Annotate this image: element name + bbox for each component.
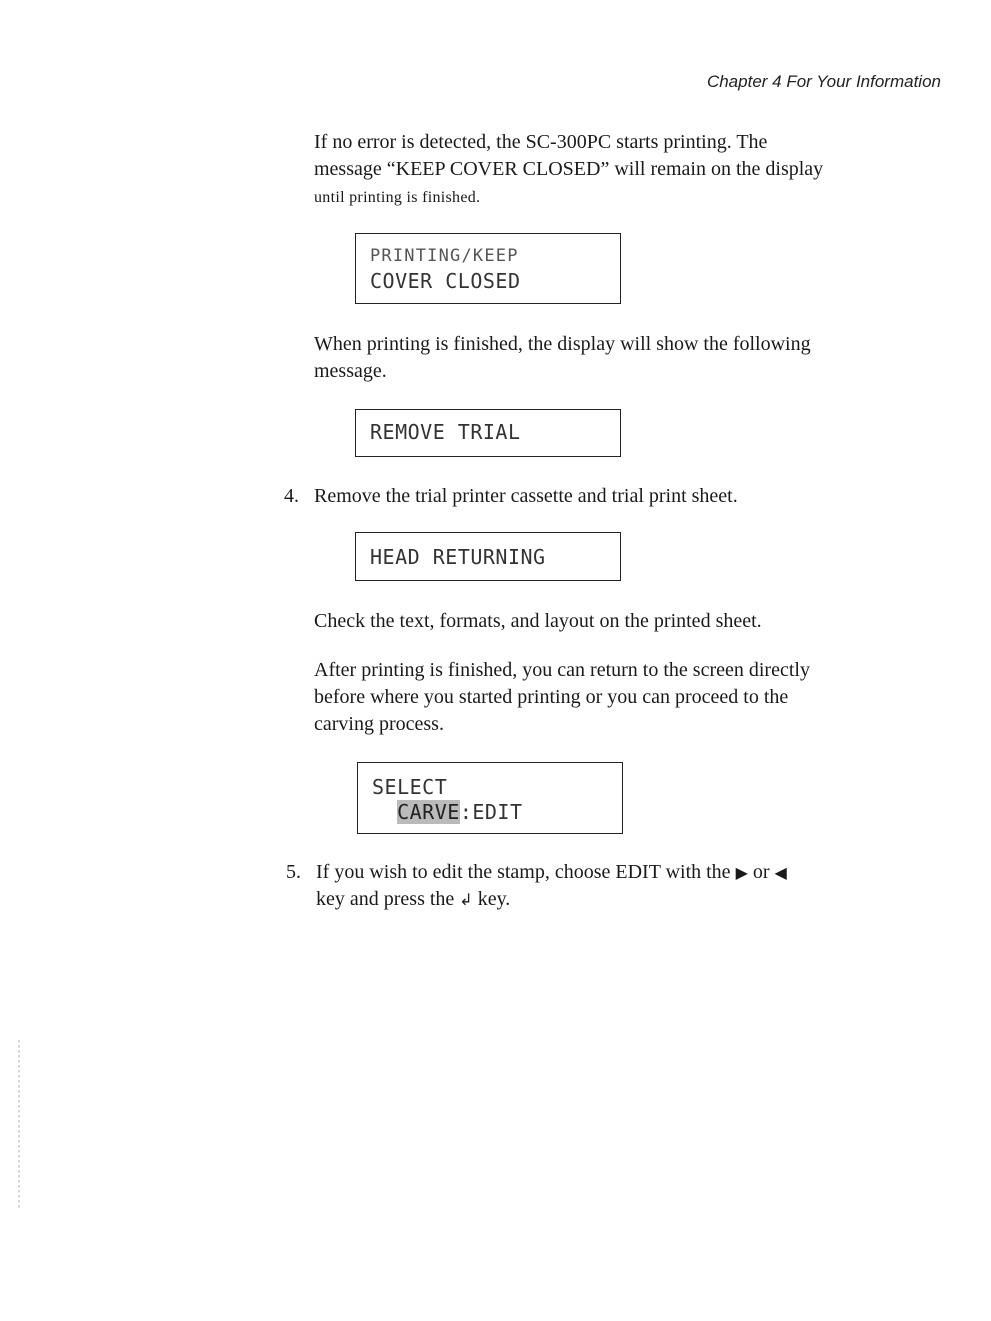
step-5: [286, 859, 906, 913]
option-rest: :EDIT: [459, 800, 523, 824]
after-printing-paragraph: [314, 657, 914, 738]
lcd-line-1: SELECT: [372, 775, 448, 799]
lcd-line-1: REMOVE TRIAL: [370, 420, 521, 444]
step-text: [316, 859, 896, 913]
lcd-display-remove-trial: [355, 409, 621, 457]
right-arrow-icon: ▶: [735, 863, 748, 882]
lcd-display-select: [357, 762, 623, 834]
step5-part-2: key and press the: [316, 888, 455, 910]
intro-paragraph: [314, 129, 914, 211]
enter-key-icon: ↲: [459, 890, 473, 909]
finished-line-2: message.: [314, 360, 387, 382]
after-line-1: After printing is finished, you can return to the screen directly: [314, 659, 810, 681]
intro-line-1: If no error is detected, the SC-300PC starts printing. The: [314, 131, 768, 153]
chapter-header: Chapter 4 For Your Information: [706, 72, 941, 91]
lcd-line-1: PRINTING/KEEP: [370, 246, 519, 266]
step-number: 4.: [284, 485, 299, 507]
step5-part-1: If you wish to edit the stamp, choose EDIT with the: [316, 861, 731, 883]
lcd-line-2: [372, 800, 608, 825]
after-line-3: carving process.: [314, 713, 444, 735]
step-4: [284, 483, 904, 510]
intro-line-3: until printing is finished.: [314, 189, 481, 206]
step-number: 5.: [286, 861, 301, 883]
intro-line-2: message “KEEP COVER CLOSED” will remain on the display: [314, 158, 824, 180]
lcd-display-head-returning: [355, 532, 621, 581]
lcd-display-printing: [355, 233, 621, 304]
finished-line-1: When printing is finished, the display will show the following: [314, 333, 811, 355]
step5-or: or: [752, 861, 770, 883]
left-arrow-icon: ◀: [774, 863, 787, 882]
check-line-1: Check the text, formats, and layout on the printed sheet.: [314, 610, 762, 632]
step5-part-3: key.: [477, 888, 511, 910]
lcd-line-1: HEAD RETURNING: [370, 545, 546, 569]
check-paragraph: [314, 608, 914, 635]
after-line-2: before where you started printing or you can proceed to the: [314, 686, 789, 708]
finished-paragraph: [314, 331, 914, 385]
highlighted-option: CARVE: [397, 800, 460, 824]
binder-hole-marks: [18, 1040, 20, 1210]
lcd-line-2: COVER CLOSED: [370, 269, 521, 293]
step-text: Remove the trial printer cassette and trial print sheet.: [314, 485, 738, 507]
